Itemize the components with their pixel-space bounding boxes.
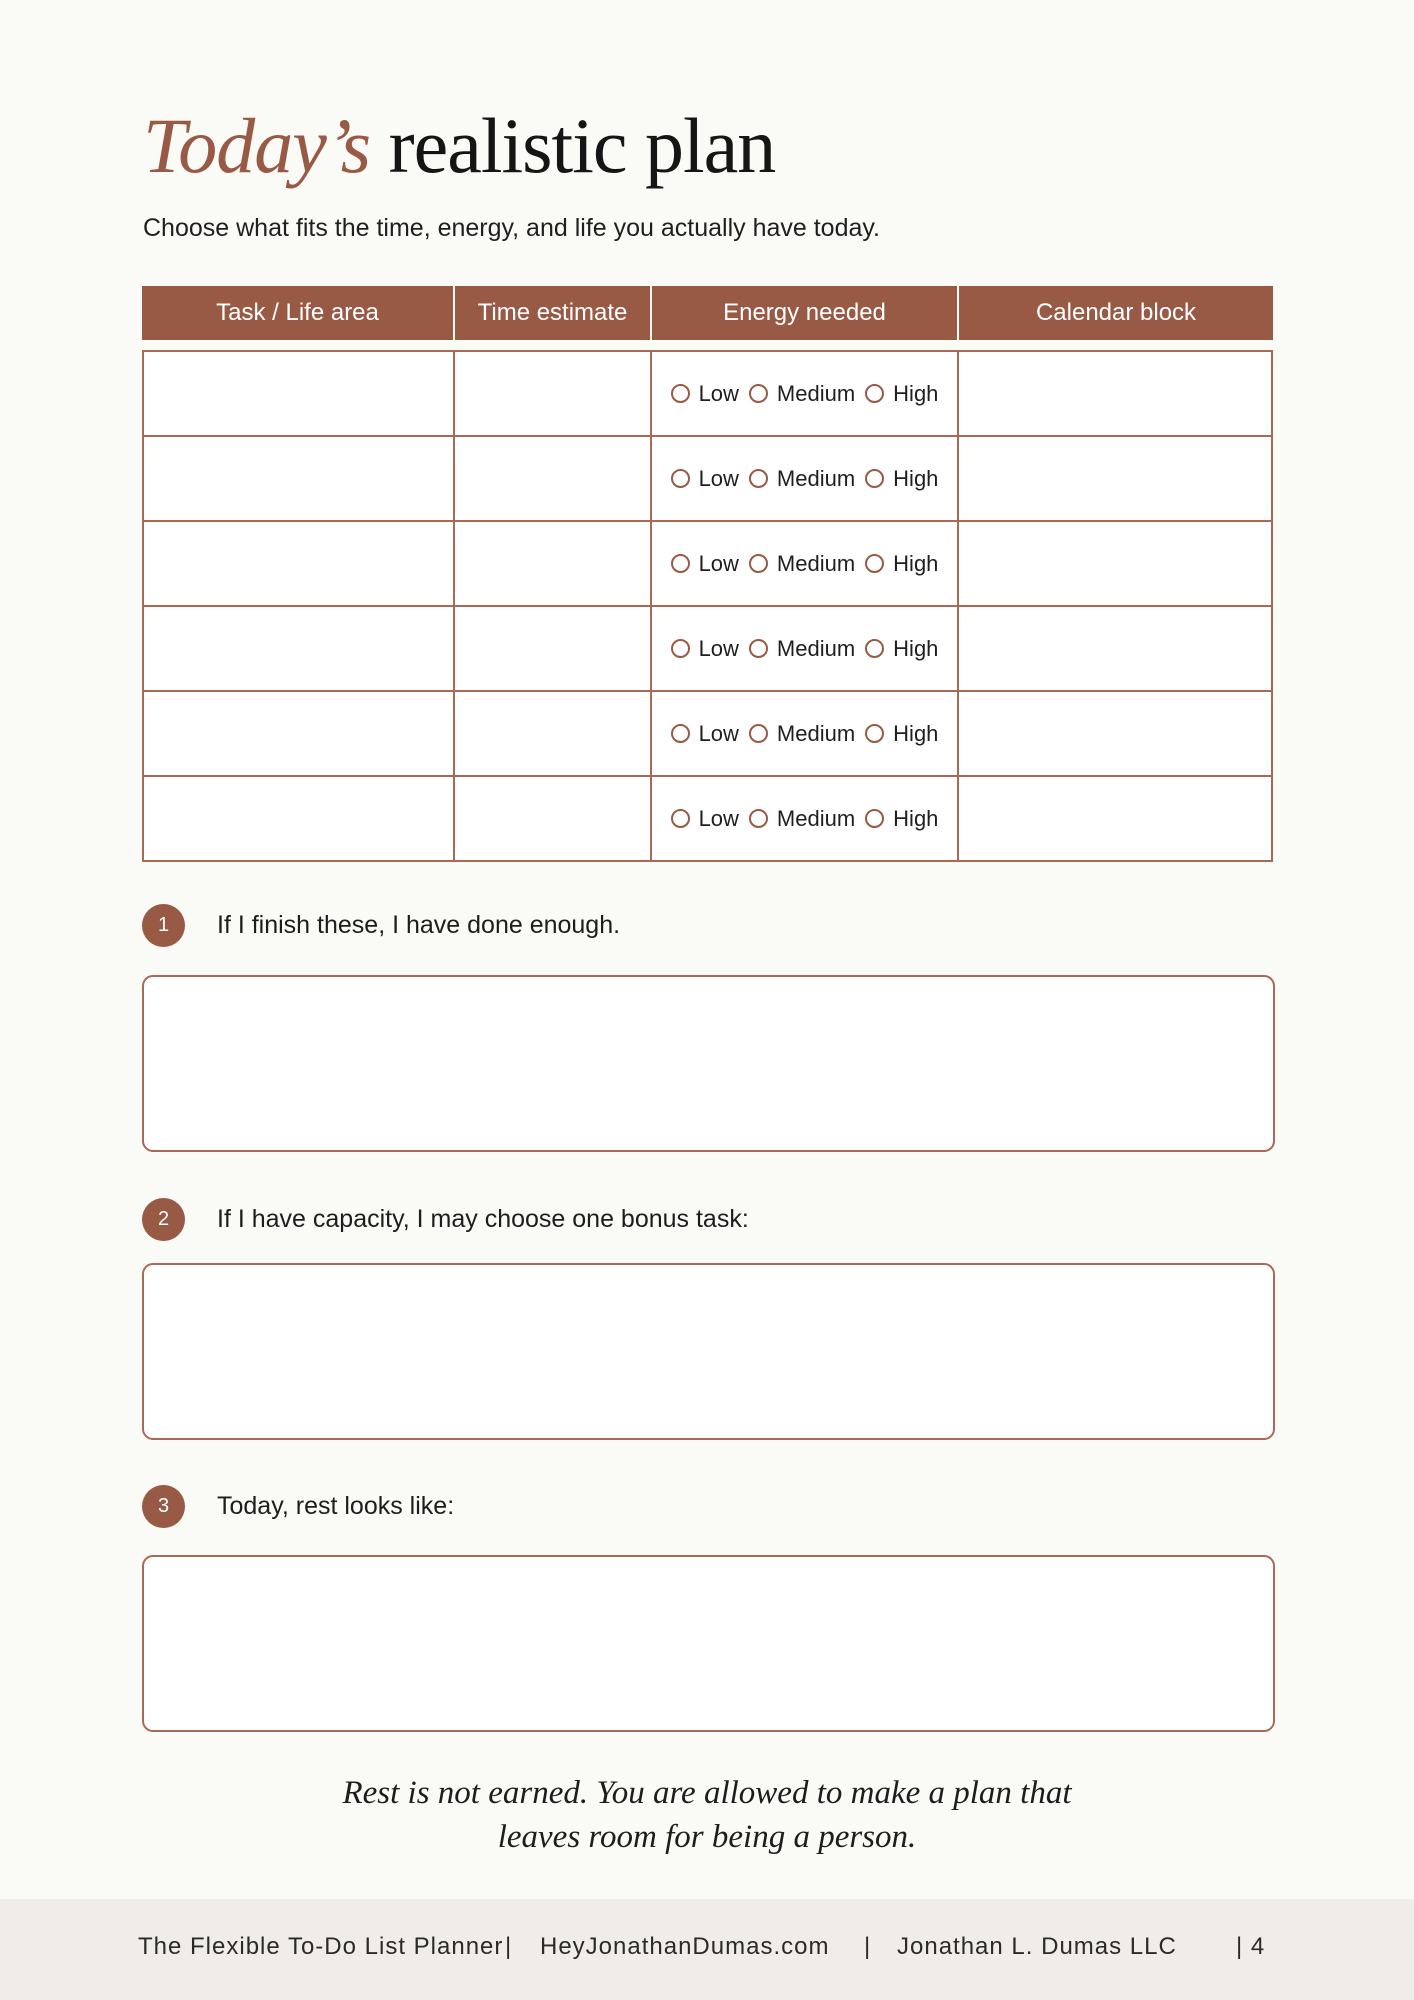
closing-quote: [0, 1771, 1414, 1859]
page-subtitle: Choose what fits the time, energy, and life you actually have today.: [143, 214, 880, 242]
table-header-row: [142, 286, 1273, 340]
radio-circle-icon[interactable]: [865, 724, 884, 743]
prompt-text: If I finish these, I have done enough.: [217, 911, 621, 939]
radio-circle-icon[interactable]: [671, 469, 690, 488]
step-number-badge: 1: [142, 904, 185, 947]
radio-circle-icon[interactable]: [865, 384, 884, 403]
energy-option-low[interactable]: [671, 381, 739, 407]
energy-option-low[interactable]: [671, 806, 739, 832]
task-cell[interactable]: [142, 777, 455, 862]
energy-cell: [652, 350, 959, 437]
calendar-block-cell[interactable]: [959, 607, 1273, 692]
table-row: [142, 522, 1273, 607]
page-number: | 4: [1236, 1933, 1266, 1960]
task-cell[interactable]: [142, 437, 455, 522]
footer-website-link[interactable]: HeyJonathanDumas.com: [540, 1933, 830, 1960]
energy-option-high[interactable]: [865, 636, 938, 662]
energy-option-label: Low: [698, 465, 739, 491]
energy-option-label: Low: [698, 635, 739, 661]
radio-circle-icon[interactable]: [749, 724, 768, 743]
calendar-block-cell[interactable]: [959, 522, 1273, 607]
plan-table: [142, 286, 1273, 862]
prompt-text: If I have capacity, I may choose one bonus task:: [217, 1205, 749, 1233]
energy-option-medium[interactable]: [749, 466, 855, 492]
energy-cell: [652, 692, 959, 777]
task-cell[interactable]: [142, 607, 455, 692]
energy-options: [652, 806, 957, 832]
energy-options: [652, 721, 957, 747]
task-cell[interactable]: [142, 522, 455, 607]
radio-circle-icon[interactable]: [749, 384, 768, 403]
time-estimate-cell[interactable]: [455, 350, 652, 437]
energy-option-medium[interactable]: [749, 381, 855, 407]
energy-option-high[interactable]: [865, 466, 938, 492]
radio-circle-icon[interactable]: [865, 469, 884, 488]
calendar-block-cell[interactable]: [959, 350, 1273, 437]
energy-cell: [652, 522, 959, 607]
calendar-block-cell[interactable]: [959, 692, 1273, 777]
column-header-calendar: Calendar block: [959, 286, 1273, 340]
energy-option-medium[interactable]: [749, 721, 855, 747]
step-number-badge: 3: [142, 1485, 185, 1528]
energy-cell: [652, 777, 959, 862]
energy-option-label: Medium: [776, 465, 856, 491]
energy-option-high[interactable]: [865, 551, 938, 577]
energy-option-label: Medium: [776, 550, 856, 576]
task-cell[interactable]: [142, 692, 455, 777]
table-row: [142, 607, 1273, 692]
radio-circle-icon[interactable]: [865, 639, 884, 658]
time-estimate-cell[interactable]: [455, 522, 652, 607]
table-row: [142, 437, 1273, 522]
rest-field[interactable]: [142, 1555, 1275, 1732]
step-number-badge: 2: [142, 1198, 185, 1241]
energy-option-label: Medium: [776, 805, 856, 831]
prompt-2: [142, 1198, 749, 1241]
radio-circle-icon[interactable]: [671, 809, 690, 828]
time-estimate-cell[interactable]: [455, 777, 652, 862]
time-estimate-cell[interactable]: [455, 437, 652, 522]
done-enough-field[interactable]: [142, 975, 1275, 1152]
energy-option-label: High: [893, 635, 939, 661]
radio-circle-icon[interactable]: [749, 809, 768, 828]
radio-circle-icon[interactable]: [671, 554, 690, 573]
energy-option-label: Low: [698, 805, 739, 831]
page-title: [143, 96, 775, 196]
radio-circle-icon[interactable]: [671, 639, 690, 658]
energy-option-medium[interactable]: [749, 636, 855, 662]
energy-option-label: High: [893, 550, 939, 576]
prompt-3: [142, 1485, 454, 1528]
footer: [0, 1899, 1414, 2000]
radio-circle-icon[interactable]: [749, 469, 768, 488]
time-estimate-cell[interactable]: [455, 692, 652, 777]
prompt-text: Today, rest looks like:: [217, 1492, 455, 1520]
energy-option-label: High: [893, 380, 939, 406]
energy-option-label: Medium: [776, 635, 856, 661]
energy-option-label: High: [893, 465, 939, 491]
energy-option-label: High: [893, 805, 939, 831]
calendar-block-cell[interactable]: [959, 777, 1273, 862]
radio-circle-icon[interactable]: [865, 809, 884, 828]
energy-options: [652, 636, 957, 662]
radio-circle-icon[interactable]: [671, 384, 690, 403]
energy-options: [652, 466, 957, 492]
energy-cell: [652, 607, 959, 692]
title-rest: realistic plan: [388, 102, 776, 189]
table-row: [142, 692, 1273, 777]
footer-company: Jonathan L. Dumas LLC: [897, 1933, 1177, 1960]
footer-separator: |: [864, 1933, 872, 1960]
column-header-task: Task / Life area: [142, 286, 455, 340]
quote-line-2: leaves room for being a person.: [497, 1819, 917, 1855]
footer-planner-name: The Flexible To-Do List Planner: [138, 1933, 504, 1960]
energy-option-low[interactable]: [671, 721, 739, 747]
energy-option-low[interactable]: [671, 636, 739, 662]
energy-option-label: Low: [698, 720, 739, 746]
energy-option-label: Low: [698, 380, 739, 406]
title-accent: Today’s: [143, 102, 371, 189]
energy-options: [652, 551, 957, 577]
energy-option-label: Medium: [776, 720, 856, 746]
energy-option-high[interactable]: [865, 721, 938, 747]
energy-option-low[interactable]: [671, 466, 739, 492]
energy-options: [652, 381, 957, 407]
radio-circle-icon[interactable]: [865, 554, 884, 573]
energy-option-high[interactable]: [865, 806, 938, 832]
energy-option-medium[interactable]: [749, 551, 855, 577]
calendar-block-cell[interactable]: [959, 437, 1273, 522]
energy-option-label: Low: [698, 550, 739, 576]
footer-separator: |: [505, 1933, 513, 1960]
energy-option-label: High: [893, 720, 939, 746]
prompt-1: [142, 904, 620, 947]
column-header-time: Time estimate: [455, 286, 652, 340]
radio-circle-icon[interactable]: [671, 724, 690, 743]
energy-option-high[interactable]: [865, 381, 938, 407]
bonus-task-field[interactable]: [142, 1263, 1275, 1440]
table-row: [142, 350, 1273, 437]
quote-line-1: Rest is not earned. You are allowed to make a plan that: [342, 1775, 1072, 1811]
radio-circle-icon[interactable]: [749, 639, 768, 658]
energy-option-label: Medium: [776, 380, 856, 406]
time-estimate-cell[interactable]: [455, 607, 652, 692]
energy-cell: [652, 437, 959, 522]
task-cell[interactable]: [142, 350, 455, 437]
energy-option-medium[interactable]: [749, 806, 855, 832]
table-row: [142, 777, 1273, 862]
radio-circle-icon[interactable]: [749, 554, 768, 573]
energy-option-low[interactable]: [671, 551, 739, 577]
column-header-energy: Energy needed: [652, 286, 959, 340]
